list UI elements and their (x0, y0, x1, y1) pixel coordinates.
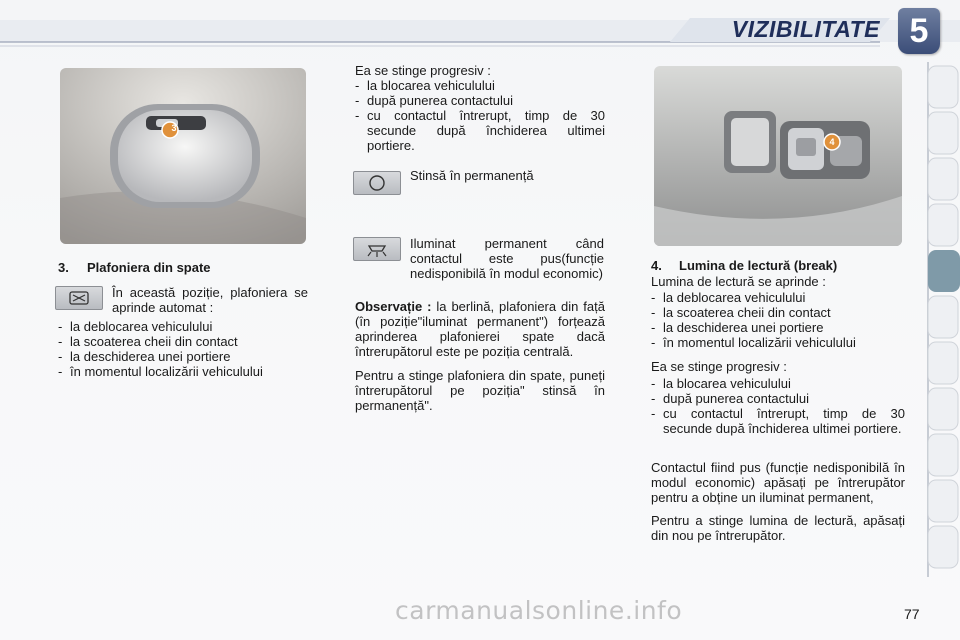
photo-callout-4: 4 (829, 137, 835, 147)
watermark: carmanualsonline.info (395, 596, 683, 625)
section-number-3: 3. (58, 260, 69, 275)
reading-lamp-intro-2: Ea se stinge progresiv : (651, 359, 787, 374)
list-item: - la scoaterea cheii din contact (58, 334, 308, 349)
left-list (58, 319, 308, 379)
rear-ceiling-lamp-photo (60, 68, 306, 244)
page-number: 77 (904, 606, 920, 622)
list-item: - în momentul localizării vehiculului (58, 364, 308, 379)
observation-paragraph (355, 299, 605, 359)
auto-position-text: În această poziție, plafoniera se aprinde automat : (112, 285, 308, 315)
list-item: - cu contactul întrerupt, timp de 30 secunde după închiderea ultimei portiere. (651, 406, 905, 436)
list-item: - după punerea contactului (651, 391, 905, 406)
switch-door-icon (55, 286, 103, 310)
list-item: - la blocarea vehiculului (355, 78, 605, 93)
middle-paragraph-2: Pentru a stinge plafoniera din spate, puneți întrerupătorul pe poziția" stinsă în permanență". (355, 368, 605, 413)
list-item: - la deschiderea unei portiere (58, 349, 308, 364)
reading-lamp-on-list (651, 290, 905, 350)
observation-text: la berlină, plafoniera din față (în poziție"iluminat permanent") forțează aprinderea plafonierei spate dacă întrerupătorul este pe poziția centrală. (355, 299, 605, 359)
reading-lamp-off-list (651, 376, 905, 436)
reading-lamp-intro: Lumina de lectură se aprinde : (651, 274, 826, 289)
list-item: - după punerea contactului (355, 93, 605, 108)
reading-lamp-paragraph-1: Contactul fiind pus (funcție nedisponibilă în modul economic) apăsați pe întrerupător pentru a obține un iluminat permanent, (651, 460, 905, 505)
reading-lamp-photo (654, 66, 902, 246)
middle-intro: Ea se stinge progresiv : (355, 63, 491, 78)
observation-label: Observație : (355, 299, 432, 314)
chapter-badge: 5 (898, 8, 940, 54)
section-heading-rear-lamp: Plafoniera din spate (87, 260, 211, 275)
chapter-tabs (926, 62, 960, 577)
page-title: VIZIBILITATE (731, 16, 880, 42)
off-position-text: Stinsă în permanență (410, 168, 534, 183)
list-item: - la deschiderea unei portiere (651, 320, 905, 335)
switch-off-icon (353, 171, 401, 195)
list-item: - la scoaterea cheii din contact (651, 305, 905, 320)
reading-lamp-paragraph-2: Pentru a stinge lumina de lectură, apăsați din nou pe întrerupător. (651, 513, 905, 543)
list-item: - cu contactul întrerupt, timp de 30 secunde după închiderea ultimei portiere. (355, 108, 605, 153)
list-item: - la deblocarea vehiculului (651, 290, 905, 305)
list-item: - în momentul localizării vehiculului (651, 335, 905, 350)
list-item: - la blocarea vehiculului (651, 376, 905, 391)
list-item: - la deblocarea vehiculului (58, 319, 308, 334)
on-position-text: Iluminat permanent când contactul este pus(funcție nedisponibilă în modul economic) (410, 236, 604, 281)
section-heading-reading-lamp: Lumina de lectură (break) (679, 258, 838, 273)
photo-callout-3: 3 (171, 123, 177, 133)
middle-list (355, 78, 605, 153)
switch-on-icon (353, 237, 401, 261)
section-number-4: 4. (651, 258, 662, 273)
